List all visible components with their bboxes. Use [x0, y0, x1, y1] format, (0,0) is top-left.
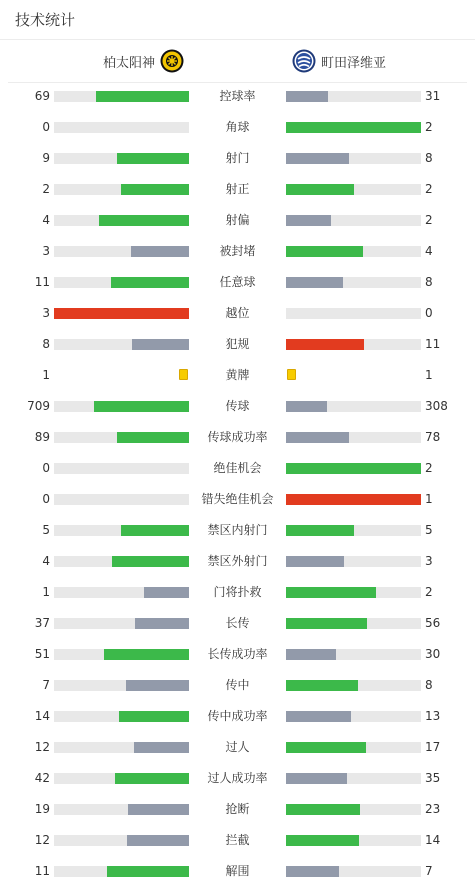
- home-stat-bar-fill: [117, 432, 189, 443]
- stat-label: 传球成功率: [207, 430, 268, 444]
- stat-label: 任意球: [219, 275, 256, 289]
- stat-row: [0, 763, 475, 794]
- away-stat-bar-fill: [286, 587, 376, 598]
- away-stat-bar-track: [286, 432, 421, 443]
- machida-zelvia-crest-icon: [292, 49, 316, 73]
- home-stat-bar-fill: [134, 742, 189, 753]
- away-stat-bar-track: [286, 866, 421, 877]
- home-stat-bar-track: [54, 618, 189, 629]
- away-stat-bar-track: [286, 835, 421, 846]
- home-stat-bar-track: [54, 742, 189, 753]
- away-stat-bar-track: [286, 401, 421, 412]
- away-stat-bar-fill: [286, 246, 363, 257]
- home-stat-bar-track: [54, 308, 189, 319]
- home-stat-bar-track: [54, 835, 189, 846]
- home-stat-value: 0: [42, 461, 50, 475]
- away-stat-bar-fill: [286, 525, 354, 536]
- home-stat-bar-fill: [94, 401, 189, 412]
- away-stat-bar-fill: [286, 866, 339, 877]
- away-stat-value: 3: [425, 554, 433, 568]
- away-stat-value: 13: [425, 709, 441, 723]
- stat-row: [0, 422, 475, 453]
- away-stat-value: 2: [425, 585, 433, 599]
- stat-label: 控球率: [219, 89, 256, 103]
- home-stat-bar-fill: [144, 587, 189, 598]
- away-stat-bar-fill: [286, 432, 349, 443]
- home-stat-bar-fill: [126, 680, 189, 691]
- home-stat-bar-fill: [112, 556, 189, 567]
- away-stat-value: 56: [425, 616, 441, 630]
- home-stat-bar-fill: [107, 866, 189, 877]
- stat-row: [0, 701, 475, 732]
- away-stat-bar-track: [286, 556, 421, 567]
- stat-label: 传中: [225, 678, 250, 692]
- away-stat-bar-track: [286, 742, 421, 753]
- home-stat-value: 4: [42, 554, 50, 568]
- home-stat-bar-fill: [104, 649, 189, 660]
- stat-row: [0, 205, 475, 236]
- stat-row: [0, 608, 475, 639]
- home-stat-bar-track: [54, 711, 189, 722]
- stat-label: 过人: [225, 740, 250, 754]
- home-stat-value: 14: [34, 709, 50, 723]
- page-title: 技术统计: [15, 11, 76, 29]
- home-stat-bar-fill: [54, 308, 189, 319]
- away-stat-bar-track: [286, 773, 421, 784]
- away-stat-bar-fill: [286, 649, 336, 660]
- home-stat-bar-fill: [135, 618, 189, 629]
- home-stat-bar-track: [54, 494, 189, 505]
- stat-label: 过人成功率: [207, 771, 268, 785]
- stat-row: [0, 515, 475, 546]
- home-stat-value: 4: [42, 213, 50, 227]
- home-stat-bar-fill: [111, 277, 189, 288]
- home-stat-bar-fill: [121, 525, 189, 536]
- away-stat-value: 17: [425, 740, 441, 754]
- home-stat-bar-track: [54, 804, 189, 815]
- home-stat-bar-track: [54, 556, 189, 567]
- away-stat-value: 23: [425, 802, 441, 816]
- away-team-name: 町田泽维亚: [321, 55, 387, 71]
- away-team[interactable]: [292, 40, 386, 82]
- home-stat-bar-fill: [128, 804, 189, 815]
- stat-row: [0, 174, 475, 205]
- stat-row: [0, 484, 475, 515]
- away-stat-bar-fill: [286, 339, 364, 350]
- teams-bar: [8, 40, 467, 83]
- away-stat-value: 5: [425, 523, 433, 537]
- stat-label: 射门: [225, 151, 250, 165]
- yellow-card-icon: [287, 369, 296, 380]
- away-stat-value: 78: [425, 430, 441, 444]
- stat-label: 长传: [225, 616, 250, 630]
- home-stat-value: 37: [34, 616, 50, 630]
- away-stat-bar-track: [286, 91, 421, 102]
- away-stat-value: 308: [425, 399, 448, 413]
- away-stat-bar-fill: [286, 184, 354, 195]
- stat-label: 抢断: [225, 802, 250, 816]
- away-stat-bar-track: [286, 525, 421, 536]
- stat-label: 射正: [225, 182, 250, 196]
- away-stat-value: 2: [425, 461, 433, 475]
- away-stat-bar-fill: [286, 680, 358, 691]
- home-stat-bar-track: [54, 91, 189, 102]
- home-stat-bar-track: [54, 184, 189, 195]
- home-stat-bar-track: [54, 649, 189, 660]
- home-stat-bar-fill: [115, 773, 189, 784]
- home-stat-bar-track: [54, 153, 189, 164]
- away-stat-value: 2: [425, 182, 433, 196]
- home-stat-bar-fill: [117, 153, 189, 164]
- away-stat-bar-fill: [286, 153, 349, 164]
- home-stat-value: 12: [34, 740, 50, 754]
- stat-label: 传球: [225, 399, 250, 413]
- away-stat-bar-fill: [286, 494, 421, 505]
- stat-row: [0, 329, 475, 360]
- home-stat-bar-fill: [96, 91, 189, 102]
- away-stat-value: 4: [425, 244, 433, 258]
- home-stat-bar-track: [54, 339, 189, 350]
- away-stat-bar-track: [286, 184, 421, 195]
- home-stat-value: 12: [34, 833, 50, 847]
- away-stat-value: 0: [425, 306, 433, 320]
- stat-row: [0, 577, 475, 608]
- home-stat-bar-track: [54, 463, 189, 474]
- away-stat-bar-track: [286, 587, 421, 598]
- stat-row: [0, 825, 475, 856]
- kashiwa-reysol-crest-icon: [160, 49, 184, 73]
- stat-row: [0, 143, 475, 174]
- home-stat-value: 3: [42, 306, 50, 320]
- stat-label: 错失绝佳机会: [201, 492, 274, 506]
- away-stat-bar-track: [286, 649, 421, 660]
- home-stat-value: 19: [34, 802, 50, 816]
- away-stat-value: 1: [425, 368, 433, 382]
- stat-label: 门将扑救: [213, 585, 262, 599]
- away-stat-bar-track: [286, 246, 421, 257]
- stat-row: [0, 546, 475, 577]
- away-stat-bar-fill: [286, 277, 343, 288]
- stats-list: [0, 81, 475, 887]
- away-stat-bar-fill: [286, 122, 421, 133]
- home-stat-bar-fill: [132, 339, 189, 350]
- home-stat-value: 1: [42, 368, 50, 382]
- stat-label: 长传成功率: [207, 647, 268, 661]
- stat-row: [0, 732, 475, 763]
- stat-label: 犯规: [225, 337, 250, 351]
- away-stat-bar-track: [286, 494, 421, 505]
- home-stat-bar-fill: [127, 835, 189, 846]
- home-stat-value: 1: [42, 585, 50, 599]
- home-stat-value: 3: [42, 244, 50, 258]
- stat-row: [0, 112, 475, 143]
- stat-label: 禁区内射门: [207, 523, 268, 537]
- home-stat-bar-track: [54, 277, 189, 288]
- away-stat-bar-fill: [286, 835, 359, 846]
- away-stat-value: 35: [425, 771, 441, 785]
- stats-header: [0, 0, 475, 40]
- stat-row: [0, 236, 475, 267]
- away-stat-bar-track: [286, 153, 421, 164]
- home-stat-value: 51: [34, 647, 50, 661]
- home-stat-bar-track: [54, 432, 189, 443]
- away-stat-bar-fill: [286, 556, 344, 567]
- home-stat-value: 0: [42, 492, 50, 506]
- away-stat-value: 2: [425, 120, 433, 134]
- away-stat-bar-fill: [286, 804, 360, 815]
- home-team-name: 柏太阳神: [102, 55, 155, 71]
- away-stat-bar-fill: [286, 773, 347, 784]
- home-stat-value: 42: [34, 771, 50, 785]
- home-stat-bar-track: [54, 866, 189, 877]
- home-stat-bar-fill: [131, 246, 189, 257]
- yellow-card-icon: [179, 369, 188, 380]
- away-stat-bar-track: [286, 122, 421, 133]
- stat-label: 越位: [225, 306, 250, 320]
- home-stat-value: 11: [34, 275, 50, 289]
- away-stat-bar-track: [286, 680, 421, 691]
- away-stat-bar-track: [286, 618, 421, 629]
- away-stat-value: 7: [425, 864, 433, 878]
- away-stat-bar-fill: [286, 742, 366, 753]
- home-stat-value: 2: [42, 182, 50, 196]
- home-stat-bar-track: [54, 587, 189, 598]
- away-stat-bar-fill: [286, 711, 351, 722]
- home-stat-bar-track: [54, 401, 189, 412]
- away-stat-bar-track: [286, 215, 421, 226]
- away-stat-bar-fill: [286, 463, 421, 474]
- home-stat-bar-track: [54, 525, 189, 536]
- away-stat-value: 14: [425, 833, 441, 847]
- home-stat-value: 9: [42, 151, 50, 165]
- home-stat-value: 709: [27, 399, 50, 413]
- away-stat-value: 1: [425, 492, 433, 506]
- stat-label: 被封堵: [219, 244, 256, 258]
- stat-label: 绝佳机会: [213, 461, 262, 475]
- away-stat-bar-track: [286, 277, 421, 288]
- stat-label: 射偏: [225, 213, 250, 227]
- home-stat-value: 11: [34, 864, 50, 878]
- away-stat-bar-track: [286, 463, 421, 474]
- home-stat-bar-fill: [99, 215, 189, 226]
- home-stat-value: 5: [42, 523, 50, 537]
- home-stat-value: 89: [34, 430, 50, 444]
- stat-row: [0, 670, 475, 701]
- home-stat-bar-track: [54, 680, 189, 691]
- home-stat-value: 69: [34, 89, 50, 103]
- stat-row: [0, 267, 475, 298]
- stat-label: 解围: [225, 864, 250, 878]
- away-stat-value: 11: [425, 337, 441, 351]
- stat-label: 传中成功率: [207, 709, 268, 723]
- stat-label: 拦截: [225, 833, 250, 847]
- stat-label: 黄牌: [225, 368, 250, 382]
- away-stat-bar-fill: [286, 618, 367, 629]
- away-stat-value: 8: [425, 151, 433, 165]
- home-stat-value: 8: [42, 337, 50, 351]
- stat-row: [0, 794, 475, 825]
- away-stat-bar-track: [286, 308, 421, 319]
- away-stat-bar-track: [286, 339, 421, 350]
- home-stat-bar-track: [54, 215, 189, 226]
- home-stat-value: 0: [42, 120, 50, 134]
- stat-label: 角球: [225, 120, 250, 134]
- home-stat-bar-fill: [121, 184, 189, 195]
- away-stat-value: 30: [425, 647, 441, 661]
- stat-row: [0, 298, 475, 329]
- stat-row: [0, 639, 475, 670]
- away-stat-value: 8: [425, 275, 433, 289]
- away-stat-bar-track: [286, 711, 421, 722]
- stat-row: [0, 453, 475, 484]
- home-stat-bar-track: [54, 246, 189, 257]
- stat-row: [0, 856, 475, 887]
- stat-row: [0, 81, 475, 112]
- away-stat-bar-fill: [286, 215, 331, 226]
- home-stat-bar-fill: [119, 711, 189, 722]
- stat-row: [0, 360, 475, 391]
- home-team[interactable]: [103, 40, 184, 82]
- home-stat-value: 7: [42, 678, 50, 692]
- home-stat-bar-track: [54, 773, 189, 784]
- stat-label: 禁区外射门: [207, 554, 268, 568]
- away-stat-value: 31: [425, 89, 441, 103]
- away-stat-value: 8: [425, 678, 433, 692]
- away-stat-value: 2: [425, 213, 433, 227]
- away-stat-bar-fill: [286, 401, 327, 412]
- away-stat-bar-fill: [286, 91, 328, 102]
- stat-row: [0, 391, 475, 422]
- home-stat-bar-track: [54, 122, 189, 133]
- away-stat-bar-track: [286, 804, 421, 815]
